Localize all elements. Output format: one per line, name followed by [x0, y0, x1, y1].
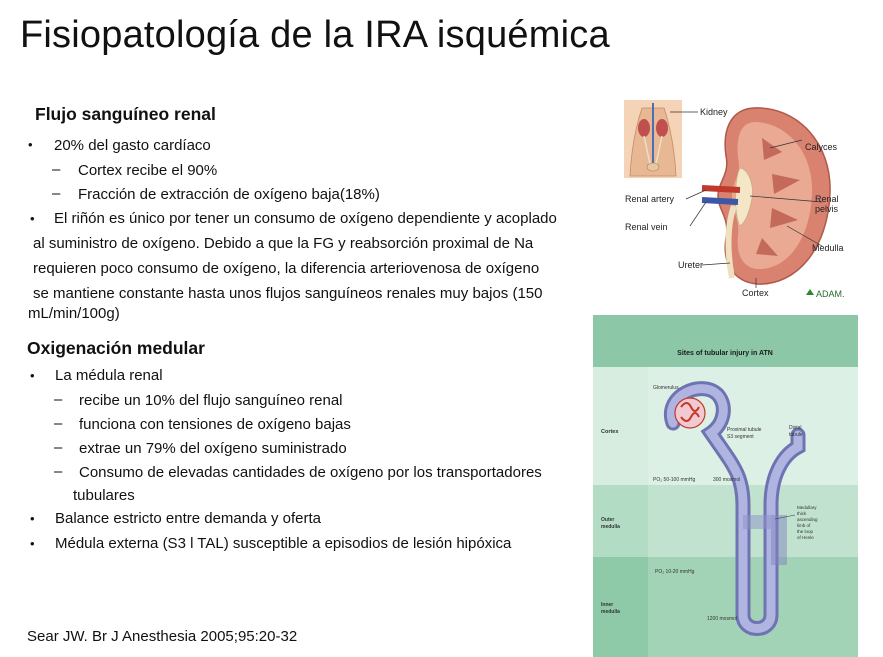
label-adam-credit: ADAM. — [816, 289, 845, 299]
label-kidney: Kidney — [700, 107, 728, 117]
section-heading-medullary-oxygenation: Oxigenación medular — [27, 338, 205, 358]
paragraph-line: mL/min/100g) — [28, 305, 120, 322]
bullet-text: Médula externa (S3 l TAL) susceptible a episodios de lesión hipóxica — [55, 535, 512, 552]
label-renal-artery: Renal artery — [625, 194, 675, 204]
slide-title: Fisiopatología de la IRA isquémica — [20, 14, 610, 56]
label-inner-medulla: Inner — [601, 602, 614, 608]
figure-title: Sites of tubular injury in ATN — [677, 350, 773, 357]
label-tal: Medullary — [797, 505, 817, 510]
sub-bullet-text: funciona con tensiones de oxígeno bajas — [79, 416, 351, 433]
section-heading-renal-flow: Flujo sanguíneo renal — [35, 104, 216, 124]
dash-marker: – — [54, 415, 63, 432]
label-osmolality-cortex: 300 mosmol — [713, 477, 741, 483]
label-cortex-zone: Cortex — [601, 429, 619, 435]
bullet-text: Balance estricto entre demanda y oferta — [55, 510, 321, 527]
glomerulus-icon — [675, 398, 705, 428]
bullet-marker: • — [30, 511, 35, 526]
paragraph-line: se mantiene constante hasta unos flujos sanguíneos renales muy bajos (150 — [33, 285, 543, 302]
figure-header — [593, 315, 858, 367]
kidney-anatomy-figure — [622, 98, 862, 306]
label-tal: ascending — [797, 517, 818, 522]
label-distal-tubule: tubule — [789, 432, 803, 438]
label-outer-medulla: Outer — [601, 517, 615, 523]
label-distal-tubule: Distal — [789, 425, 802, 431]
dash-marker: – — [54, 439, 63, 456]
label-renal-pelvis: Renal — [815, 194, 839, 204]
label-renal-vein: Renal vein — [625, 222, 668, 232]
bullet-marker: • — [30, 211, 35, 226]
tubular-injury-figure — [593, 315, 858, 657]
label-cortex: Cortex — [742, 288, 769, 298]
label-renal-pelvis: pelvis — [815, 204, 839, 214]
label-medulla: Medulla — [812, 243, 844, 253]
paragraph-line: El riñón es único por tener un consumo de oxígeno dependiente y acoplado — [54, 210, 557, 227]
dash-marker: – — [54, 391, 63, 408]
bullet-marker: • — [30, 368, 35, 383]
label-calyces: Calyces — [805, 142, 838, 152]
sub-bullet-text: extrae un 79% del oxígeno suministrado — [79, 440, 347, 457]
label-inner-medulla: medulla — [601, 609, 620, 615]
sub-bullet-text: Consumo de elevadas cantidades de oxígeno por los transportadores — [79, 464, 542, 481]
label-s3-segment: S3 segment — [727, 434, 754, 440]
citation: Sear JW. Br J Anesthesia 2005;95:20-32 — [27, 628, 298, 645]
label-tal: the loop — [797, 529, 814, 534]
paragraph-line: requieren poco consumo de oxígeno, la diferencia arteriovenosa de oxígeno — [33, 260, 540, 277]
label-proximal-tubule: Proximal tubule — [727, 427, 762, 433]
sub-bullet-text: Cortex recibe el 90% — [78, 162, 218, 179]
label-osmolality-medulla: 1200 mosmol — [707, 616, 738, 622]
bullet-text: La médula renal — [55, 367, 163, 384]
bullet-text: 20% del gasto cardíaco — [54, 137, 211, 154]
label-ureter: Ureter — [678, 260, 704, 270]
dash-marker: – — [52, 161, 61, 178]
bullet-marker: • — [30, 536, 35, 551]
label-tal: thick — [797, 511, 807, 516]
sub-bullet-continuation: tubulares — [73, 487, 135, 504]
sub-bullet-text: Fracción de extracción de oxígeno baja(18%) — [78, 186, 380, 203]
bullet-marker: • — [28, 137, 33, 152]
dash-marker: – — [52, 185, 61, 202]
paragraph-line: al suministro de oxígeno. Debido a que la FG y reabsorción proximal de Na — [33, 235, 534, 252]
label-tal: limb of — [797, 523, 811, 528]
sub-bullet-text: recibe un 10% del flujo sanguíneo renal — [79, 392, 343, 409]
label-tal: of Henle — [797, 535, 814, 540]
label-glomerulus: Glomerulus — [653, 385, 679, 391]
label-outer-medulla: medulla — [601, 524, 620, 530]
dash-marker: – — [54, 463, 63, 480]
label-po2-medulla: PO₂ 10-20 mmHg — [655, 569, 695, 575]
label-po2-cortex: PO₂ 50-100 mmHg — [653, 477, 696, 483]
